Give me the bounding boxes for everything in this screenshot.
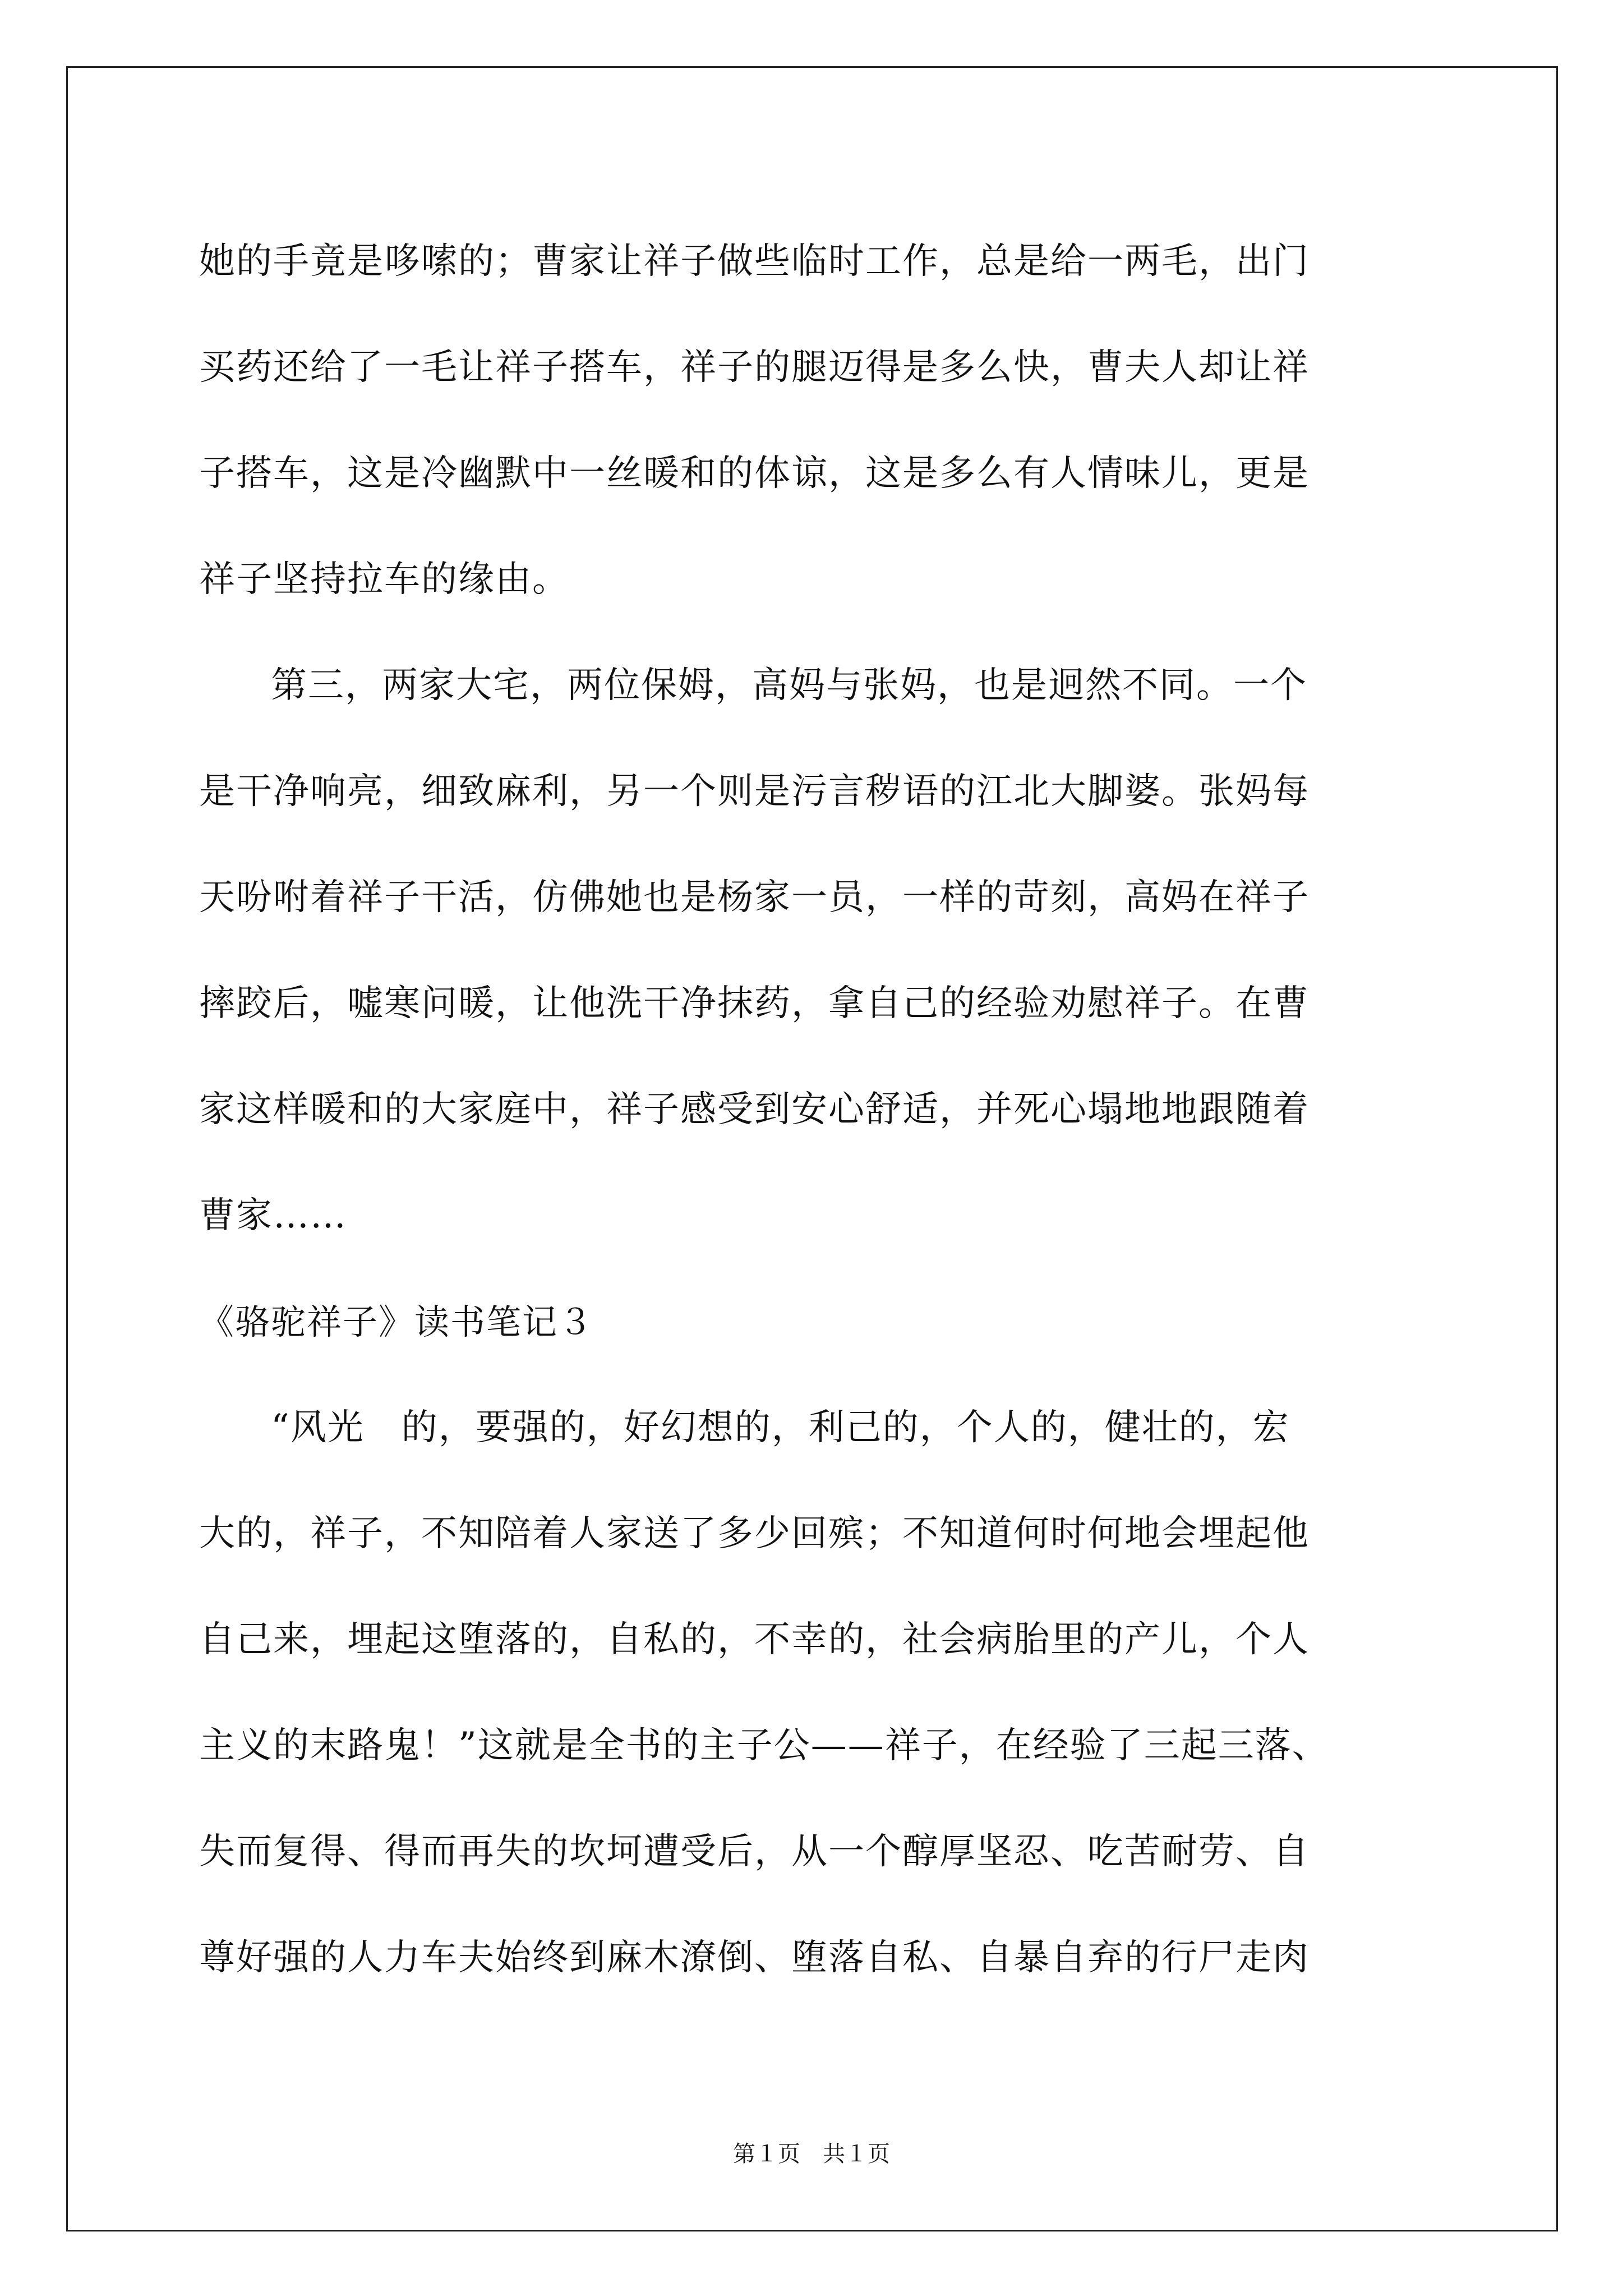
section-heading: 《骆驼祥子》读书笔记３ [199, 1301, 594, 1342]
text-line: 天吩咐着祥子干活，仿佛她也是杨家一员，一样的苛刻，高妈在祥子 [199, 877, 1310, 918]
text-line: 家这样暖和的大家庭中，祥子感受到安心舒适，并死心塌地地跟随着 [199, 1089, 1310, 1130]
page-footer [0, 2137, 1623, 2171]
text-line: 她的手竟是哆嗦的；曹家让祥子做些临时工作，总是给一两毛，出门 [199, 241, 1310, 282]
text-line: 失而复得、得而再失的坎坷遭受后，从一个醇厚坚忍、吃苦耐劳、自 [199, 1831, 1310, 1872]
text-line: 曹家…… [199, 1195, 347, 1236]
text-line: 祥子坚持拉车的缘由。 [199, 559, 569, 600]
text-line: 主义的末路鬼！”这就是全书的主子公——祥子，在经验了三起三落、 [199, 1725, 1329, 1766]
page-number: 第１页 共１页 [733, 2141, 890, 2167]
paragraph-first-line: “风光 的，要强的，好幻想的，利己的，个人的，健壮的，宏 [271, 1407, 1290, 1448]
document-body [199, 209, 1438, 2011]
text-line: 大的，祥子，不知陪着人家送了多少回殡；不知道何时何地会埋起他 [199, 1513, 1310, 1554]
text-line: 摔跤后，嘘寒问暖，让他洗干净抹药，拿自己的经验劝慰祥子。在曹 [199, 983, 1310, 1024]
text-line: 是干净响亮，细致麻利，另一个则是污言秽语的江北大脚婆。张妈每 [199, 771, 1310, 812]
text-line: 自己来，埋起这堕落的，自私的，不幸的，社会病胎里的产儿，个人 [199, 1619, 1310, 1660]
text-line: 子搭车，这是冷幽默中一丝暖和的体谅，这是多么有人情味儿，更是 [199, 453, 1310, 494]
text-line: 买药还给了一毛让祥子搭车，祥子的腿迈得是多么快，曹夫人却让祥 [199, 347, 1310, 388]
text-line: 尊好强的人力车夫始终到麻木潦倒、堕落自私、自暴自弃的行尸走肉 [199, 1937, 1310, 1978]
paragraph-first-line: 第三，两家大宅，两位保姆，高妈与张妈，也是迥然不同。一个 [271, 665, 1307, 706]
